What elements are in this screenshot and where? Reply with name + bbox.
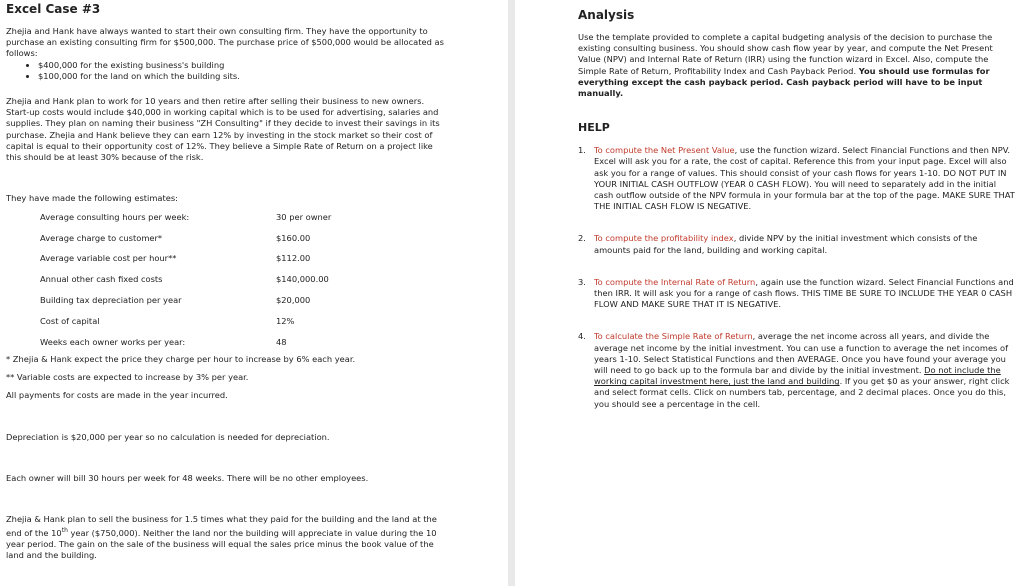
allocation-building: • $400,000 for the existing business's building — [38, 60, 448, 71]
estimate-row — [40, 290, 396, 311]
help-text: , average the net income across all years, and divide the average net income by the initial investment. You can use a function to average the net incomes of years 1-10. Select Statistical Functions and then AVERAGE. Once you have found your average you will need to go back up to the formula bar and divide by the initial investment. — [594, 331, 1009, 376]
estimate-value: $20,000 — [276, 295, 311, 306]
case-title: Excel Case #3 — [6, 2, 101, 16]
help-topic: To compute the profitability index — [594, 233, 734, 244]
help-number: 4. — [578, 331, 586, 342]
payments-note: All payments for costs are made in the year incurred. — [6, 390, 228, 401]
estimate-value: 48 — [276, 336, 287, 347]
intro-paragraph: Zhejia and Hank have always wanted to start their own consulting firm. They have the opportunity to purchase an existing consulting firm for $500,000. The purchase price of $500,000 would be allocated as follows: — [6, 26, 444, 59]
estimates-table — [40, 206, 396, 352]
estimate-row — [40, 227, 396, 248]
estimate-row — [40, 331, 396, 352]
ordinal-suffix: th — [61, 527, 68, 535]
help-number: 3. — [578, 276, 586, 287]
estimate-row — [40, 310, 396, 331]
estimate-row — [40, 206, 396, 227]
help-item-npv — [578, 145, 1016, 212]
sale-text-cont: year ($750,000). Neither the land nor the building will appreciate in value during the 10 year period. The gain on the sale of the business will equal the sales price minus the book value of the land and the building. — [6, 528, 437, 561]
estimate-label: Average consulting hours per week: — [40, 211, 190, 222]
estimate-label: Weeks each owner works per year: — [40, 336, 186, 347]
estimate-value: 30 per owner — [276, 211, 332, 222]
estimate-row — [40, 269, 396, 290]
footnote-variable: ** Variable costs are expected to increase by 3% per year. — [6, 372, 249, 383]
estimate-label: Building tax depreciation per year — [40, 295, 182, 306]
analysis-title: Analysis — [578, 8, 635, 22]
estimate-value: $112.00 — [276, 253, 311, 264]
help-text: , again use the function wizard. Select Financial Functions and then IRR. It will ask you for a range of cash flows. THIS TIME BE SURE TO INCLUDE THE YEAR 0 CASH FLOW AND MAKE SURE THAT IT IS NEGATIVE. — [594, 276, 1014, 310]
analysis-page — [515, 0, 1024, 586]
help-item-irr — [578, 277, 1016, 311]
estimates-intro: They have made the following estimates: — [6, 193, 178, 204]
help-topic: To compute the Net Present Value — [594, 145, 735, 156]
analysis-bold-text: You should use formulas for everything except the cash payback period. Cash payback period will have to be input manually. — [578, 65, 990, 99]
help-item-simple-rate — [578, 331, 1016, 409]
estimate-row — [40, 248, 396, 269]
help-text: , use the function wizard. Select Financial Functions and then NPV. Excel will ask you for a rate, the cost of capital. Reference this from your input page. Excel will also ask you for a range of values. This should consist of your cash flows for years 1-10. DO NOT PUT IN YOUR INITIAL CASH OUTFLOW (YEAR 0 CASH FLOW). You will need to separately add in the initial cash outflow outside of the NPV formula in your formula bar at the top of the page. MAKE SURE THAT THE INITIAL CASH FLOW IS NEGATIVE. — [594, 145, 1015, 212]
allocation-list — [6, 60, 448, 82]
allocation-land: • $100,000 for the land on which the building sits. — [38, 71, 448, 82]
help-text: , divide NPV by the initial investment which consists of the amounts paid for the land, building and working capital. — [594, 233, 978, 255]
estimate-label: Average variable cost per hour** — [40, 253, 177, 264]
case-page — [0, 0, 508, 586]
estimate-value: $140,000.00 — [276, 274, 329, 285]
estimate-label: Average charge to customer* — [40, 232, 163, 243]
sale-paragraph — [6, 514, 448, 562]
depreciation-note: Depreciation is $20,000 per year so no calculation is needed for depreciation. — [6, 431, 330, 442]
help-topic: To compute the Internal Rate of Return — [594, 276, 756, 287]
sale-text: Zhejia & Hank plan to sell the business for 1.5 times what they paid for the building and the land at the end of the 10 — [6, 514, 437, 538]
analysis-text: Use the template provided to complete a capital budgeting analysis of the decision to purchase the existing consulting business. You should show cash flow year by year, and compute the Net Present Value (NPV) and Internal Rate of Return (IRR) using the function wizard in Excel. Also, compute the Simple Rate of Return, Profitability Index and Cash Payback Period. — [578, 32, 993, 76]
help-number: 1. — [578, 145, 586, 156]
estimate-label: Cost of capital — [40, 315, 100, 326]
footnote-price: * Zhejia & Hank expect the price they charge per hour to increase by 6% each year. — [6, 354, 356, 365]
help-underlined-note: Do not include the working capital investment here, just the land and building — [594, 365, 1001, 387]
estimate-value: 12% — [276, 315, 295, 326]
help-item-profitability-index — [578, 233, 1016, 255]
help-title: HELP — [578, 121, 610, 135]
help-text-cont: . If you get $0 as your answer, right click and select format cells. Click on numbers tab, percentage, and 2 decimal places. Once you do this, you should see a percentage in the cell. — [594, 376, 1010, 409]
help-number: 2. — [578, 233, 586, 244]
help-topic: To calculate the Simple Rate of Return — [594, 331, 753, 342]
estimate-label: Annual other cash fixed costs — [40, 274, 163, 285]
analysis-paragraph — [578, 32, 1016, 99]
plan-paragraph: Zhejia and Hank plan to work for 10 years and then retire after selling their business to new owners. Start-up costs would include $40,000 in working capital which is to be used for advertising, salaries and supplies. They plan on naming their business "ZH Consulting" if they decide to invest their savings in its purchase. Zhejia and Hank believe they can earn 12% by investing in the stock market so their cost of capital is equal to their opportunity cost of 12%. They believe a Simple Rate of Return on a project like this should be at least 30% because of the risk. — [6, 96, 440, 163]
estimate-value: $160.00 — [276, 232, 311, 243]
billing-note: Each owner will bill 30 hours per week for 48 weeks. There will be no other employees. — [6, 472, 369, 483]
